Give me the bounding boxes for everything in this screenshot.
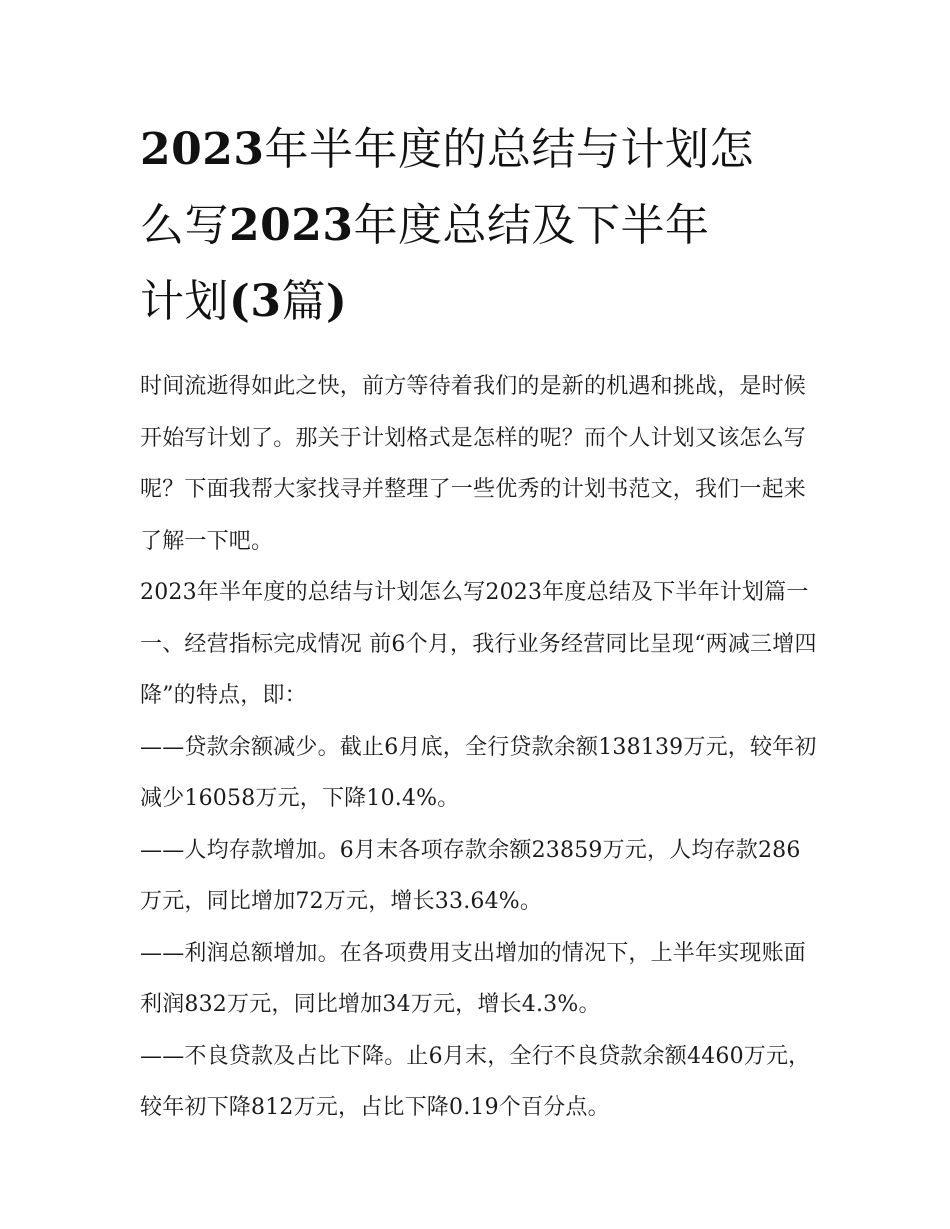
loan-balance-paragraph: ——贷款余额减少。截止6月底，全行贷款余额138139万元，较年初减少16058万元，下降10.4%。 — [140, 734, 817, 811]
document-page — [140, 112, 820, 1134]
bad-loan-paragraph: ——不良贷款及占比下降。止6月末，全行不良贷款余额4460万元，较年初下降812万元，占比下降0.19个百分点。 — [140, 1043, 811, 1120]
profit-total-paragraph: ——利润总额增加。在各项费用支出增加的情况下，上半年实现账面利润832万元，同比增加34万元，增长4.3%。 — [140, 940, 807, 1017]
document-title — [140, 112, 820, 340]
document-body — [140, 361, 820, 1134]
title-line-1: 2023年半年度的总结与计划怎 — [140, 124, 754, 175]
title-line-3: 计划(3篇) — [140, 276, 348, 327]
intro-paragraph: 时间流逝得如此之快，前方等待着我们的是新的机遇和挑战，是时候开始写计划了。那关于计划格式是怎样的呢？而个人计划又该怎么写呢？下面我帮大家找寻并整理了一些优秀的计划书范文，我们一起来了解一下吧。 — [140, 374, 807, 554]
title-line-2: 么写2023年度总结及下半年 — [140, 200, 710, 251]
section-one-paragraph: 2023年半年度的总结与计划怎么写2023年度总结及下半年计划篇一 一、经营指标完成情况 前6个月，我行业务经营同比呈现“两减三增四降”的特点，即： — [140, 580, 817, 708]
deposit-per-capita-paragraph: ——人均存款增加。6月末各项存款余额23859万元，人均存款286万元，同比增加72万元，增长33.64%。 — [140, 837, 801, 914]
